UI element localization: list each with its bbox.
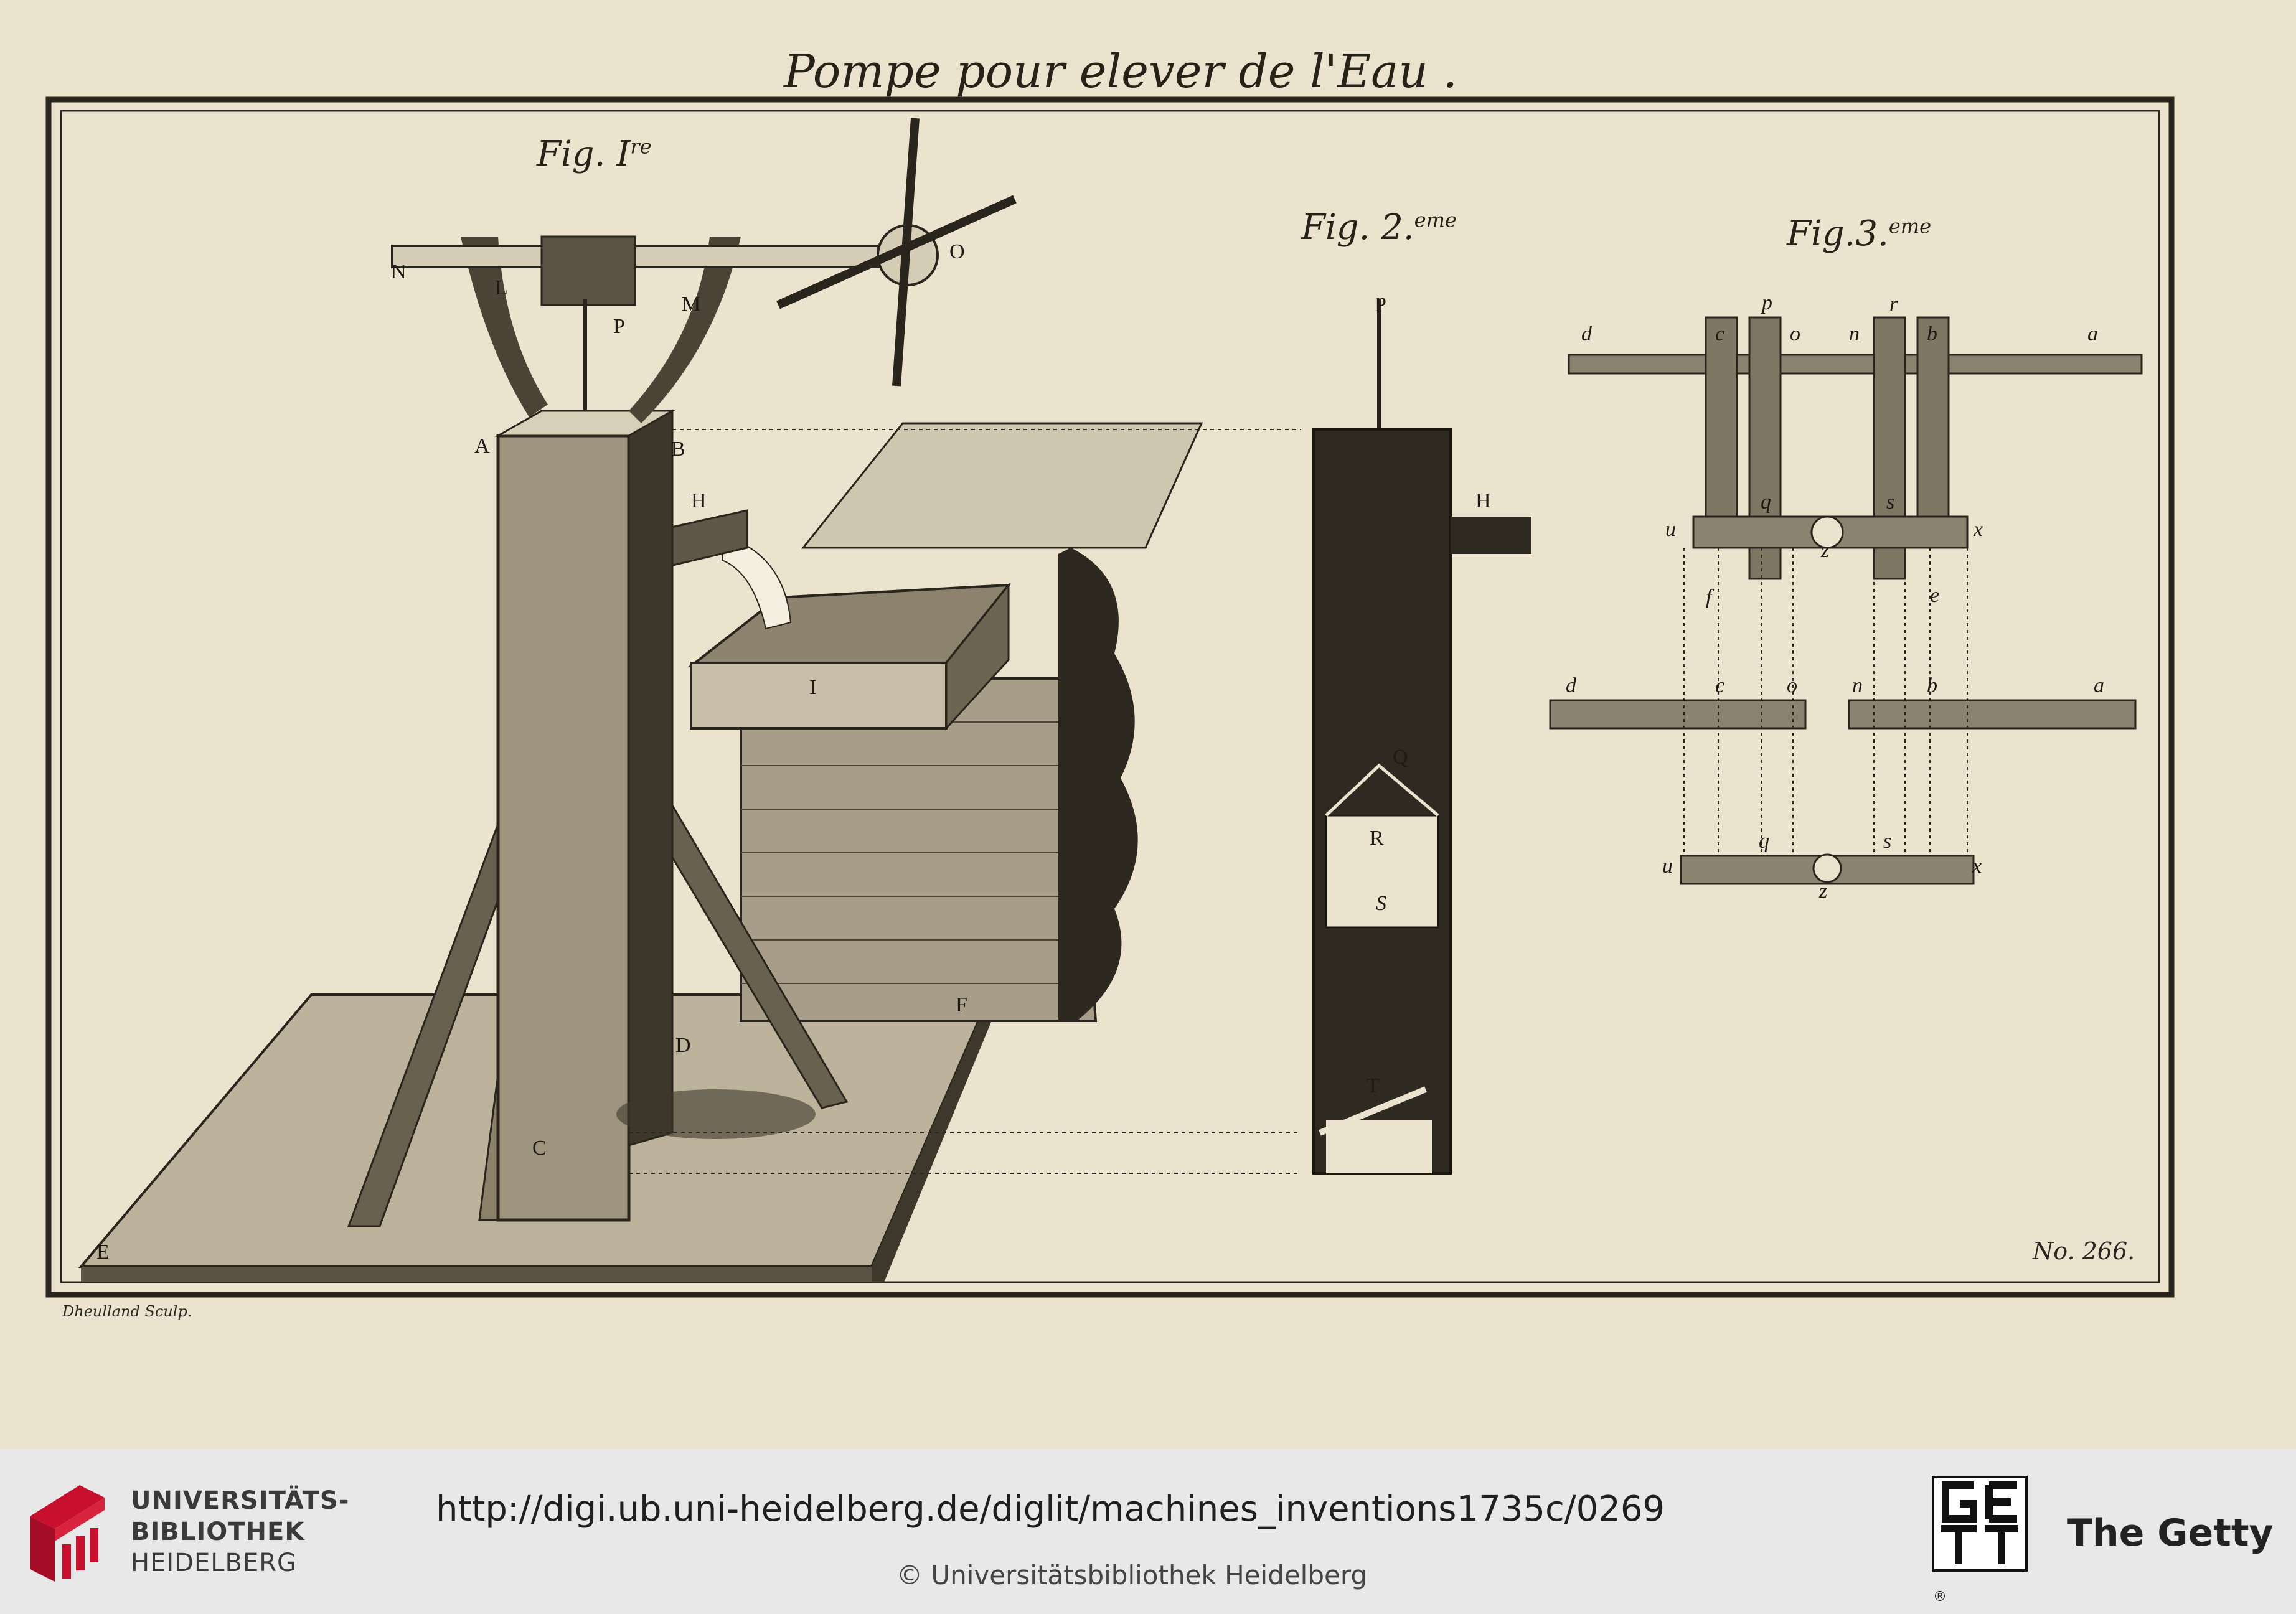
fig3-letter-e: e [1930,584,1940,607]
sculptor-credit: Dheulland Sculp. [62,1303,192,1320]
fig3-letter-s: s [1886,490,1895,514]
fig2-label-sup: eme [1414,208,1457,232]
fig3-middle-plan [1550,700,2135,728]
fig3-letter-q: q [1761,490,1771,514]
footer-bar [0,1449,2296,1614]
fig1-label [537,134,652,174]
fig3-bottom-letter-s: s [1883,830,1892,853]
partner-name: The Getty [2067,1511,2274,1555]
fig3-letter-b: b [1927,322,1937,345]
fig1-label-text: Fig. I [537,134,631,174]
fig3-bottom-letter-q: q [1759,830,1769,853]
fig1-wall-top [803,423,1202,548]
fig1-letter-f: F [956,993,967,1016]
fig3-mid-letter-c: c [1715,674,1725,697]
fig3-mid-letter-a: a [2094,674,2104,697]
fig3-mid-letter-n: n [1852,674,1863,697]
fig2-letter-q: Q [1393,746,1408,769]
fig1-letter-o: O [949,240,965,263]
fig2-letter-r: R [1370,827,1384,850]
fig3-letter-a: a [2087,322,2098,345]
fig2-label [1301,207,1457,248]
fig1-brick-wall [741,678,1096,1021]
fig3-letter-d: d [1581,322,1592,345]
fig3-letter-x: x [1974,518,1983,541]
fig1-rod-clamp [542,237,635,305]
fig1-rough-wall-edge [1058,548,1138,1021]
fig3-bottom-plan [1681,855,1974,884]
fig2-label-text: Fig. 2. [1301,207,1414,248]
fig1-letter-p: P [613,315,625,338]
fig1-pump-column-side [629,411,672,1145]
fig3-top-plan [1569,317,2142,579]
fig1-letter-b: B [671,438,685,461]
plate-number: No. 266. [2033,1237,2135,1265]
fig3-letter-u: u [1665,518,1676,541]
fig3-label-sup: eme [1888,214,1932,238]
permalink-url[interactable]: http://digi.ub.uni-heidelberg.de/diglit/machines_inventions1735c/0269 [436,1489,1665,1529]
library-name-line2: BIBLIOTHEK [131,1518,305,1546]
fig1-letter-l: L [495,276,508,299]
fig2-letter-s: S [1376,892,1386,915]
fig1-letter-n: N [391,260,407,283]
fig3-letter-f: f [1706,586,1712,609]
fig3-bottom-letter-x: x [1972,855,1982,878]
getty-logo-icon[interactable] [1930,1474,2030,1592]
library-name-line1: UNIVERSITÄTS- [131,1486,350,1515]
fig1-pump-column-front [498,436,629,1220]
fig1-platform-edge [81,1267,872,1282]
fig3-bottom-letter-z: z [1819,880,1828,903]
fig3-bottom-letter-u: u [1662,855,1673,878]
fig2-letter-h: H [1475,489,1491,512]
fig2-spout [1451,517,1531,554]
fig1-letter-h: H [691,489,707,512]
fig3-letter-n: n [1849,322,1860,345]
copyright-notice: © Universitätsbibliothek Heidelberg [896,1560,1368,1590]
fig1-letter-a: A [474,434,490,457]
registered-mark: ® [1933,1589,1947,1605]
fig3-letter-c: c [1715,322,1725,345]
fig1-label-sup: re [630,134,652,159]
fig3-mid-letter-b: b [1927,674,1937,697]
fig1-trough-front [691,663,946,728]
library-name-line3: HEIDELBERG [131,1549,298,1577]
fig3-letter-p: p [1762,291,1772,314]
fig3-letter-z: z [1821,539,1830,562]
fig1-letter-e: E [96,1241,110,1264]
fig3-letter-r: r [1889,293,1898,316]
fig1-letter-d: D [675,1034,691,1057]
plate-title: Pompe pour elever de l'Eau . [784,45,1457,98]
fig1-letter-c: C [532,1137,547,1160]
university-library-logo-icon[interactable] [24,1479,123,1585]
fig3-label-text: Fig.3. [1787,213,1889,254]
fig1-letter-i: I [809,676,817,699]
fig3-label [1787,213,1931,254]
fig1-letter-m: M [682,293,701,316]
fig2-letter-p: P [1375,293,1386,316]
fig3-letter-o: o [1790,322,1800,345]
fig2-pump-cylinder [1314,429,1451,1173]
fig3-mid-letter-o: o [1787,674,1797,697]
fig2-letter-t: T [1367,1074,1380,1097]
fig3-mid-letter-d: d [1566,674,1576,697]
